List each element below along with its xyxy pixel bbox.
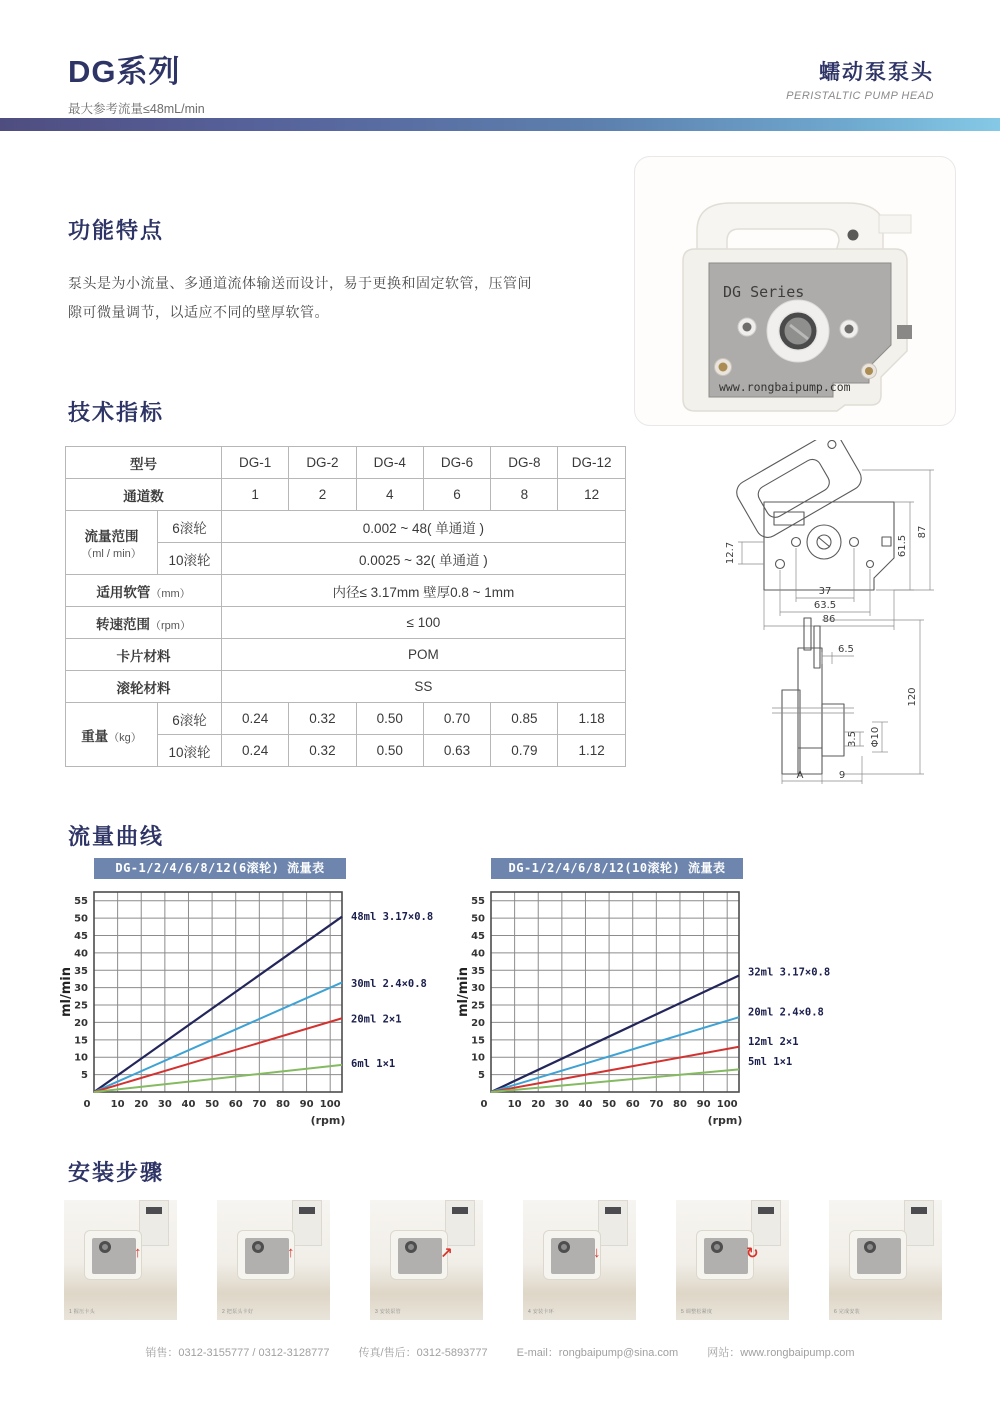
y-tick: 55 [74, 896, 88, 908]
curves-heading: 流量曲线 [68, 824, 165, 849]
roller10-label: 10滚轮 [158, 543, 222, 575]
x-tick-0: 0 [83, 1099, 91, 1110]
table-row-model [66, 447, 626, 479]
dim-63.5: 63.5 [813, 600, 837, 611]
dim-120: 120 [907, 687, 918, 707]
pump-drive-panel [139, 1200, 169, 1246]
step-photo-3 [370, 1200, 483, 1320]
footer-contact [0, 1344, 1000, 1360]
pump-head-thumb [849, 1230, 907, 1280]
right-hole-center [845, 325, 854, 334]
pump-head-illustration [635, 157, 956, 426]
table-row-channels [66, 479, 626, 511]
features-heading: 功能特点 [68, 218, 165, 243]
series-label-20ml 2×1: 20ml 2×1 [351, 1013, 402, 1026]
roller-material-value: SS [222, 671, 626, 703]
y-tick: 15 [471, 1035, 485, 1047]
side-key [897, 325, 912, 339]
dimension-drawing-front [712, 440, 962, 640]
weight6-cell: 0.32 [289, 703, 356, 735]
step-caption: 1 握压卡头 [69, 1309, 95, 1315]
specs-table [65, 446, 626, 767]
series-label-6ml 1×1: 6ml 1×1 [351, 1057, 396, 1070]
y-tick: 20 [74, 1017, 88, 1029]
left-hole-center [743, 323, 752, 332]
step-photo-5 [676, 1200, 789, 1320]
table-row-speed [66, 607, 626, 639]
x-tick: 30 [157, 1099, 172, 1110]
step-caption: 3 安装泵管 [375, 1309, 401, 1315]
y-tick: 35 [471, 965, 485, 977]
x-tick: 80 [672, 1099, 687, 1110]
y-tick: 50 [74, 913, 88, 925]
x-tick: 100 [319, 1099, 341, 1110]
x-tick: 40 [181, 1099, 196, 1110]
step-caption: 5 调整松紧度 [681, 1309, 713, 1315]
weight10-cell: 1.12 [558, 735, 625, 767]
step-caption: 2 把泵头卡好 [222, 1309, 254, 1315]
handle-outline [732, 440, 865, 542]
y-tick: 50 [471, 913, 485, 925]
y-tick: 15 [74, 1035, 88, 1047]
table-row-tube [66, 575, 626, 607]
table-row-weight-6 [66, 703, 626, 735]
header-left [68, 46, 205, 117]
x-tick: 70 [252, 1099, 267, 1110]
page-subtitle: 最大参考流量≤48mL/min [68, 102, 205, 116]
y-axis-label: ml/min [456, 966, 471, 1018]
y-axis-label: ml/min [59, 966, 74, 1018]
step-photo-2 [217, 1200, 330, 1320]
flow-label [66, 511, 158, 575]
y-tick: 10 [74, 1052, 88, 1064]
weight6-roller-label: 6滚轮 [158, 703, 222, 735]
weight6-cell: 0.70 [423, 703, 490, 735]
x-tick: 90 [299, 1099, 314, 1110]
card-value: POM [222, 639, 626, 671]
x-axis-label: (rpm) [707, 1114, 743, 1127]
footer-website: 网站：www.rongbaipump.com [707, 1347, 855, 1359]
x-tick: 10 [507, 1099, 522, 1110]
channels-label: 通道数 [66, 479, 222, 511]
dimension-drawing-side [742, 612, 957, 787]
flow-chart-6roller-svg [58, 884, 440, 1136]
speed-label-text: 转速范围 [96, 616, 151, 632]
accent-gradient-bar [0, 118, 1000, 131]
features-body: 泵头是为小流量、多通道流体输送而设计，易于更换和固定软管，压管间隙可微量调节，以适应不同的壁厚软管。 [68, 275, 532, 321]
channels-cell: 8 [491, 479, 558, 511]
dim-87: 87 [917, 525, 928, 539]
steps-heading: 安装步骤 [68, 1160, 165, 1185]
x-axis-label: (rpm) [310, 1114, 346, 1127]
dim-9: 9 [838, 770, 846, 781]
pump-drive-panel [751, 1200, 781, 1246]
y-tick: 30 [74, 983, 88, 995]
weight-label [66, 703, 158, 767]
model-cell: DG-2 [289, 447, 356, 479]
red-arrow-icon: ↻ [746, 1245, 759, 1262]
flow-chart-6roller [58, 858, 440, 1141]
x-tick: 30 [554, 1099, 569, 1110]
weight6-cell: 0.85 [491, 703, 558, 735]
flow-unit: （ml / min） [81, 547, 142, 560]
weight-label-text: 重量 [81, 728, 109, 744]
dim-A: A [796, 770, 804, 781]
weight10-cell: 0.50 [356, 735, 423, 767]
series-label-32ml 3.17×0.8: 32ml 3.17×0.8 [748, 966, 831, 979]
card-label: 卡片材料 [66, 639, 222, 671]
tube-label [66, 575, 222, 607]
header-right [786, 56, 934, 102]
y-tick: 45 [471, 930, 485, 942]
footer-fax: 传真/售后：0312-5893777 [358, 1347, 488, 1359]
features-section [68, 214, 568, 328]
channels-cell: 6 [423, 479, 490, 511]
flow-label-text: 流量范围 [84, 528, 139, 544]
x-tick: 70 [649, 1099, 664, 1110]
dim-37: 37 [818, 586, 832, 597]
handle-latch [879, 215, 911, 233]
brass-screw-right-core [865, 367, 873, 375]
chart-title-10roller: DG-1/2/4/6/8/12(10滚轮) 流量表 [491, 858, 743, 879]
dim-phi10: Φ10 [870, 726, 881, 748]
x-tick: 20 [134, 1099, 149, 1110]
flow-chart-10roller [455, 858, 837, 1141]
y-tick: 45 [74, 930, 88, 942]
specs-heading: 技术指标 [68, 400, 165, 425]
model-cell: DG-12 [558, 447, 625, 479]
pump-site-label: www.rongbaipump.com [719, 380, 851, 394]
series-line-48ml 3.17×0.8 [94, 917, 342, 1092]
dim-12.7: 12.7 [725, 541, 736, 565]
speed-value: ≤ 100 [222, 607, 626, 639]
y-tick: 55 [471, 896, 485, 908]
step-photo-4 [523, 1200, 636, 1320]
pump-drive-panel [445, 1200, 475, 1246]
red-arrow-icon: ↑ [287, 1244, 295, 1261]
model-cell: DG-6 [423, 447, 490, 479]
handle-screw [848, 230, 859, 241]
series-line-6ml 1×1 [94, 1065, 342, 1092]
y-tick: 10 [471, 1052, 485, 1064]
x-tick: 100 [716, 1099, 738, 1110]
weight10-roller-label: 10滚轮 [158, 735, 222, 767]
channels-cell: 1 [222, 479, 289, 511]
y-tick: 5 [81, 1070, 88, 1082]
flow10-value: 0.0025 ~ 32( 单通道 ) [222, 543, 626, 575]
step-photo-6 [829, 1200, 942, 1320]
x-tick: 10 [110, 1099, 125, 1110]
installation-steps [64, 1200, 942, 1320]
model-cell: DG-8 [491, 447, 558, 479]
series-label-30ml 2.4×0.8: 30ml 2.4×0.8 [351, 977, 427, 990]
x-tick: 60 [228, 1099, 243, 1110]
pump-drive-panel [598, 1200, 628, 1246]
page-title: DG系列 [68, 54, 181, 89]
model-cell: DG-1 [222, 447, 289, 479]
product-photo [634, 156, 956, 426]
roller6-label: 6滚轮 [158, 511, 222, 543]
series-line-20ml 2×1 [94, 1018, 342, 1092]
weight10-cell: 0.79 [491, 735, 558, 767]
step-caption: 4 安装卡环 [528, 1309, 554, 1315]
y-tick: 40 [471, 948, 485, 960]
dim-6.5: 6.5 [838, 644, 854, 655]
plot-frame [94, 892, 342, 1092]
pump-drive-panel [292, 1200, 322, 1246]
y-tick: 5 [478, 1070, 485, 1082]
footer-email: E-mail：rongbaipump@sina.com [516, 1347, 679, 1359]
step-caption: 6 完成安装 [834, 1309, 860, 1315]
series-label-20ml 2.4×0.8: 20ml 2.4×0.8 [748, 1006, 824, 1019]
footer-sales: 销售：0312-3155777 / 0312-3128777 [145, 1347, 330, 1359]
dim-86: 86 [822, 614, 836, 625]
series-line-30ml 2.4×0.8 [94, 982, 342, 1092]
y-tick: 25 [471, 1000, 485, 1012]
x-tick: 90 [696, 1099, 711, 1110]
y-tick: 40 [74, 948, 88, 960]
x-tick: 40 [578, 1099, 593, 1110]
x-tick: 80 [275, 1099, 290, 1110]
x-tick: 50 [205, 1099, 220, 1110]
x-tick: 20 [531, 1099, 546, 1110]
dim-61.5: 61.5 [897, 534, 908, 558]
channels-cell: 4 [356, 479, 423, 511]
tube-label-text: 适用软管 [96, 584, 151, 600]
red-arrow-icon: ↑ [134, 1244, 142, 1261]
x-tick: 60 [625, 1099, 640, 1110]
weight-unit: （kg） [108, 731, 142, 744]
y-tick: 30 [471, 983, 485, 995]
weight10-cell: 0.63 [423, 735, 490, 767]
weight10-cell: 0.24 [222, 735, 289, 767]
series-label-12ml 2×1: 12ml 2×1 [748, 1036, 799, 1049]
y-tick: 35 [74, 965, 88, 977]
flow6-value: 0.002 ~ 48( 单通道 ) [222, 511, 626, 543]
x-tick-0: 0 [480, 1099, 488, 1110]
series-label-5ml 1×1: 5ml 1×1 [748, 1055, 793, 1068]
product-title-cn: 蠕动泵泵头 [819, 61, 934, 84]
speed-unit: （rpm） [150, 619, 191, 632]
weight10-cell: 0.32 [289, 735, 356, 767]
red-arrow-icon: ↗ [440, 1245, 453, 1262]
series-label-48ml 3.17×0.8: 48ml 3.17×0.8 [351, 911, 434, 924]
table-row-card [66, 639, 626, 671]
tube-unit: （mm） [150, 587, 191, 600]
channels-cell: 12 [558, 479, 625, 511]
weight6-cell: 0.24 [222, 703, 289, 735]
pump-series-label: DG Series [723, 283, 805, 301]
red-arrow-icon: ↓ [593, 1244, 601, 1261]
channels-cell: 2 [289, 479, 356, 511]
y-tick: 20 [471, 1017, 485, 1029]
brass-screw-left-core [719, 363, 728, 372]
dim-3.5: 3.5 [847, 731, 858, 747]
x-tick: 50 [602, 1099, 617, 1110]
step-photo-1 [64, 1200, 177, 1320]
roller-material-label: 滚轮材料 [66, 671, 222, 703]
flow-chart-10roller-svg [455, 884, 837, 1136]
product-title-en: PERISTALTIC PUMP HEAD [786, 90, 934, 102]
table-row-roller-material [66, 671, 626, 703]
weight6-cell: 0.50 [356, 703, 423, 735]
speed-label [66, 607, 222, 639]
chart-title-6roller: DG-1/2/4/6/8/12(6滚轮) 流量表 [94, 858, 346, 879]
pump-drive-panel [904, 1200, 934, 1246]
tube-value: 内径≤ 3.17mm 壁厚0.8 ~ 1mm [222, 575, 626, 607]
model-cell: DG-4 [356, 447, 423, 479]
model-label: 型号 [66, 447, 222, 479]
weight6-cell: 1.18 [558, 703, 625, 735]
y-tick: 25 [74, 1000, 88, 1012]
table-row-flow-6 [66, 511, 626, 543]
